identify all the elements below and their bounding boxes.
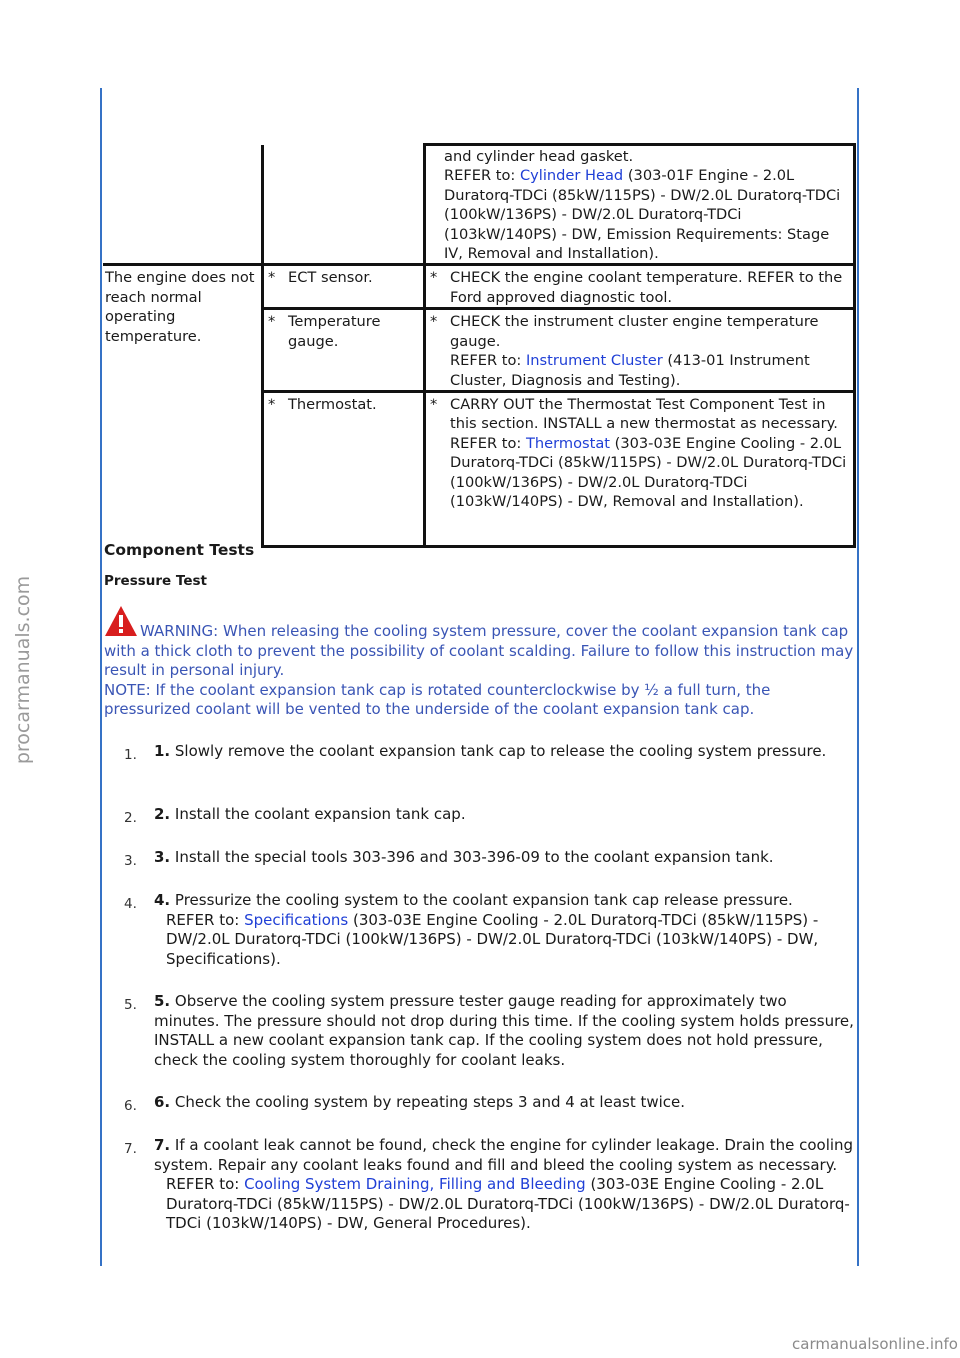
table-cell-source (263, 265, 425, 309)
step-number: 1. (124, 747, 137, 763)
step-number: 7. (124, 1141, 137, 1157)
source-text: Thermostat. (288, 396, 377, 414)
list-item: 2. 2. Install the coolant expansion tank cap. (104, 805, 856, 825)
continuation-line: and cylinder head gasket. (444, 148, 634, 165)
table-row-continuation (103, 145, 855, 265)
step-number: 5. (124, 997, 137, 1013)
source-text: Temperature gauge. (288, 313, 381, 350)
diagnosis-table (103, 143, 856, 548)
table-cell-empty (263, 145, 425, 265)
symptom-text: The engine does not reach normal operating temperature. (105, 269, 255, 345)
page-left-rule (100, 88, 102, 1266)
list-item: 7. 7. If a coolant leak cannot be found, check the engine for cylinder leakage. Drain the cooling system. Repair any coolant leaks found and fill and bleed the cooling system as necessary. REFER to: Cooling System Draining, Filling and Bleeding (303-03E Engine Cooling - 2.0L Duratorq-TDCi (85kW/115PS) - DW/2.0L Duratorq-TDCi (100kW/136PS) - DW/2.0L Duratorq-TDCi (103kW/140PS) - DW, General Procedures). (124, 1136, 854, 1233)
table-cell-symptom (103, 265, 263, 547)
step-number: 2. (124, 810, 137, 826)
table-cell-action: * CHECK the instrument cluster engine temperature gauge. REFER to: Instrument Cluster (413-01 Instrument Cluster, Diagnosis and Testing). (425, 309, 855, 392)
side-watermark (8, 520, 38, 820)
side-watermark-text: procarmanuals.com (12, 575, 34, 765)
table-cell-action (425, 145, 855, 265)
warning-block (104, 604, 856, 720)
warning-triangle-icon (104, 604, 138, 638)
bullet-icon: * (268, 269, 276, 287)
instrument-cluster-link[interactable]: Instrument Cluster (525, 352, 663, 370)
list-item: 5. 5. Observe the cooling system pressure tester gauge reading for approximately two minutes. The pressure should not drop during this time. If the cooling system holds pressure, INSTALL a new coolant expansion tank cap. If the cooling system does not hold pressure, check the cooling system thoroughly for coolant leaks. (124, 992, 854, 1069)
step-text: Pressurize the cooling system to the coolant expansion tank cap release pressure. (170, 891, 793, 909)
list-item: 4. 4. Pressurize the cooling system to the coolant expansion tank cap release pressure. REFER to: Specifications (303-03E Engine Cooling - 2.0L Duratorq-TDCi (85kW/115PS) - DW/2.0L Duratorq-TDCi (100kW/136PS) - DW/2.0L Duratorq-TDCi (103kW/140PS) - DW, Specifications). (124, 891, 819, 968)
list-item: 3. 3. Install the special tools 303-396 and 303-396-09 to the coolant expansion tank. (104, 848, 856, 868)
bullet-icon: * (430, 396, 438, 414)
step-text: Check the cooling system by repeating steps 3 and 4 at least twice. (170, 1093, 686, 1111)
warning-paragraph (104, 604, 856, 681)
specifications-link[interactable]: Specifications (244, 910, 349, 929)
component-tests-heading: Component Tests (104, 541, 255, 559)
step-text: Install the coolant expansion tank cap. (170, 805, 466, 823)
table-cell-source (263, 309, 425, 392)
step-number: 6. (124, 1098, 137, 1114)
step-text: If a coolant leak cannot be found, check the engine for cylinder leakage. Drain the cooling system. Repair any coolant leaks found and fill and bleed the cooling system as necessary. (154, 1136, 854, 1174)
step-text: Observe the cooling system pressure tester gauge reading for approximately two minutes. The pressure should not drop during this time. If the cooling system holds pressure, INSTALL a new coolant expansion tank cap. If the cooling system does not hold pressure, check the cooling system thoroughly for coolant leaks. (154, 992, 854, 1069)
bullet-icon: * (268, 396, 276, 414)
page-right-rule (857, 88, 859, 1266)
pressure-test-heading: Pressure Test (104, 573, 207, 589)
bullet-icon: * (430, 313, 438, 331)
step-text: Install the special tools 303-396 and 303-396-09 to the coolant expansion tank. (170, 848, 774, 866)
note-text: NOTE: If the coolant expansion tank cap is rotated counterclockwise by ½ a full turn, the pressurized coolant will be vented to the underside of the coolant expansion tank cap. (104, 680, 771, 719)
table-cell-action (425, 265, 855, 309)
list-item: 1. 1. Slowly remove the coolant expansion tank cap to release the cooling system pressure. (104, 742, 856, 762)
continuation-refer: REFER to: Cylinder Head (303-01F Engine - 2.0L Duratorq-TDCi (85kW/115PS) - DW/2.0L Duratorq-TDCi (100kW/136PS) - DW/2.0L Duratorq-TDCi (103kW/140PS) - DW, Emission Requirements: Stage IV, Removal and Installation). (444, 167, 841, 263)
bullet-icon: * (430, 269, 438, 287)
list-item: 6. 6. Check the cooling system by repeating steps 3 and 4 at least twice. (104, 1093, 856, 1113)
warning-text: WARNING: When releasing the cooling system pressure, cover the coolant expansion tank cap with a thick cloth to prevent the possibility of coolant scalding. Failure to follow this instruction may result in personal injury. (104, 622, 854, 680)
step-number: 4. (124, 896, 137, 912)
bullet-icon: * (268, 313, 276, 331)
source-text: ECT sensor. (288, 269, 373, 287)
table-cell-action: * CARRY OUT the Thermostat Test Component Test in this section. INSTALL a new thermostat as necessary. REFER to: Thermostat (303-03E Engine Cooling - 2.0L Duratorq-TDCi (85kW/115PS) - DW/2.0L Duratorq-TDCi (100kW/136PS) - DW/2.0L Duratorq-TDCi (103kW/140PS) - DW, Removal and Installation). (425, 392, 855, 547)
table-cell-empty (103, 145, 263, 265)
table-row (103, 265, 855, 309)
footer-watermark: carmanualsonline.info (792, 1335, 958, 1353)
thermostat-link[interactable]: Thermostat (525, 434, 610, 452)
cylinder-head-link[interactable]: Cylinder Head (519, 167, 624, 185)
action-text: CHECK the engine coolant temperature. REFER to the Ford approved diagnostic tool. (450, 269, 843, 306)
cooling-system-draining-link[interactable]: Cooling System Draining, Filling and Bleeding (244, 1175, 586, 1194)
action-text: CARRY OUT the Thermostat Test Component Test in this section. INSTALL a new thermostat as necessary. (450, 396, 838, 433)
action-text: CHECK the instrument cluster engine temperature gauge. (450, 313, 819, 350)
table-cell-source (263, 392, 425, 547)
step-number: 3. (124, 853, 137, 869)
step-text: Slowly remove the coolant expansion tank cap to release the cooling system pressure. (170, 742, 827, 760)
